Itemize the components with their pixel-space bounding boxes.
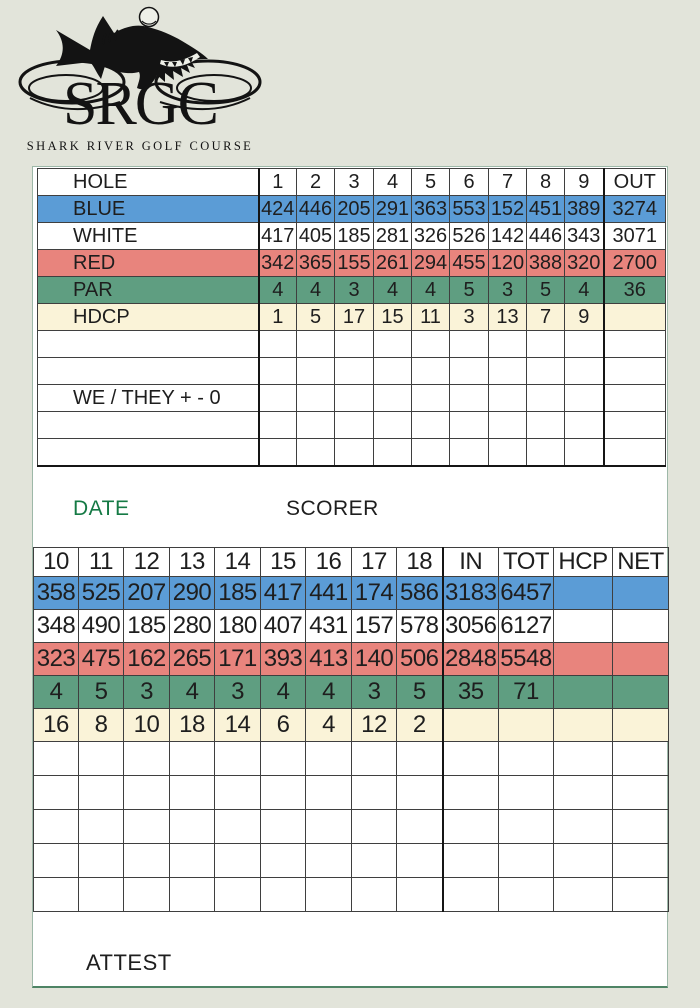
back-value-cell: 525 <box>79 577 124 610</box>
front-value-cell: 417 <box>259 223 297 250</box>
back-value-cell: 417 <box>261 577 306 610</box>
tot-total-cell <box>499 709 554 742</box>
front-value-cell: 11 <box>412 304 450 331</box>
front-value-cell: 405 <box>297 223 335 250</box>
tot-total-cell: 5548 <box>499 643 554 676</box>
in-header-label: IN <box>443 548 499 577</box>
front-value-cell: 17 <box>335 304 374 331</box>
back-value-cell: 5 <box>79 676 124 709</box>
back-value-cell: 393 <box>261 643 306 676</box>
score-entry-cell <box>215 810 261 844</box>
score-tot-cell <box>499 776 554 810</box>
row-label-red: RED <box>38 250 259 277</box>
hole-number-header: 8 <box>527 169 565 196</box>
score-hcp-cell <box>554 878 613 912</box>
score-entry-cell <box>374 385 412 412</box>
score-row-label <box>38 358 259 385</box>
scorer-label: SCORER <box>286 497 379 520</box>
score-entry-cell <box>527 439 565 467</box>
out-header-label: OUT <box>604 169 666 196</box>
back-value-cell: 413 <box>306 643 352 676</box>
score-entry-cell <box>297 358 335 385</box>
front-total-cell: 2700 <box>604 250 666 277</box>
front-value-cell: 142 <box>489 223 527 250</box>
score-entry-cell <box>34 742 79 776</box>
score-entry-cell <box>261 742 306 776</box>
front-value-cell: 326 <box>412 223 450 250</box>
back-value-cell: 157 <box>352 610 397 643</box>
front-value-cell: 389 <box>565 196 604 223</box>
score-entry-cell <box>397 776 443 810</box>
back-value-cell: 3 <box>215 676 261 709</box>
front-value-cell: 291 <box>374 196 412 223</box>
score-entry-cell <box>261 878 306 912</box>
score-row-label <box>38 439 259 467</box>
score-entry-cell <box>79 810 124 844</box>
score-entry-cell <box>397 844 443 878</box>
hole-number-header: 7 <box>489 169 527 196</box>
front-value-cell: 185 <box>335 223 374 250</box>
score-entry-cell <box>306 878 352 912</box>
score-entry-cell <box>259 385 297 412</box>
in-total-cell: 2848 <box>443 643 499 676</box>
score-entry-cell <box>79 776 124 810</box>
row-label-white: WHITE <box>38 223 259 250</box>
score-entry-cell <box>259 331 297 358</box>
front-value-cell: 4 <box>374 277 412 304</box>
score-entry-cell <box>374 358 412 385</box>
score-entry-cell <box>565 358 604 385</box>
front-value-cell: 446 <box>297 196 335 223</box>
back-value-cell: 16 <box>34 709 79 742</box>
front-value-cell: 3 <box>450 304 489 331</box>
front-value-cell: 4 <box>412 277 450 304</box>
score-entry-cell <box>79 878 124 912</box>
score-entry-cell <box>306 844 352 878</box>
score-entry-cell <box>527 358 565 385</box>
score-entry-cell <box>565 385 604 412</box>
score-entry-cell <box>259 412 297 439</box>
tot-total-cell: 6127 <box>499 610 554 643</box>
front-value-cell: 363 <box>412 196 450 223</box>
score-total-cell <box>604 331 666 358</box>
net-cell <box>613 610 669 643</box>
score-entry-cell <box>352 844 397 878</box>
score-entry-cell <box>450 439 489 467</box>
score-entry-cell <box>412 358 450 385</box>
tot-header-label: TOT <box>499 548 554 577</box>
score-entry-cell <box>489 358 527 385</box>
score-entry-cell <box>261 776 306 810</box>
row-label-hdcp: HDCP <box>38 304 259 331</box>
we-they-row-label: WE / THEY + - 0 <box>38 385 259 412</box>
score-entry-cell <box>170 844 215 878</box>
hole-number-header: 15 <box>261 548 306 577</box>
front-value-cell: 388 <box>527 250 565 277</box>
score-row-label <box>38 331 259 358</box>
score-net-cell <box>613 776 669 810</box>
hole-number-header: 2 <box>297 169 335 196</box>
hcp-cell <box>554 709 613 742</box>
score-entry-cell <box>397 742 443 776</box>
score-entry-cell <box>450 358 489 385</box>
back-value-cell: 323 <box>34 643 79 676</box>
front-value-cell: 281 <box>374 223 412 250</box>
hole-number-header: 13 <box>170 548 215 577</box>
score-net-cell <box>613 742 669 776</box>
back-value-cell: 10 <box>124 709 170 742</box>
back-value-cell: 475 <box>79 643 124 676</box>
hole-number-header: 3 <box>335 169 374 196</box>
front-value-cell: 342 <box>259 250 297 277</box>
course-logo <box>10 6 270 156</box>
net-cell <box>613 643 669 676</box>
score-net-cell <box>613 810 669 844</box>
back-value-cell: 4 <box>306 676 352 709</box>
score-entry-cell <box>335 385 374 412</box>
score-entry-cell <box>297 439 335 467</box>
score-entry-cell <box>124 878 170 912</box>
front-value-cell: 3 <box>489 277 527 304</box>
back-value-cell: 6 <box>261 709 306 742</box>
front-total-cell: 3274 <box>604 196 666 223</box>
front-value-cell: 4 <box>259 277 297 304</box>
score-entry-cell <box>335 439 374 467</box>
hole-number-header: 18 <box>397 548 443 577</box>
score-tot-cell <box>499 878 554 912</box>
score-entry-cell <box>261 844 306 878</box>
score-entry-cell <box>565 439 604 467</box>
score-entry-cell <box>124 844 170 878</box>
front-total-cell <box>604 304 666 331</box>
front-value-cell: 261 <box>374 250 412 277</box>
score-hcp-cell <box>554 844 613 878</box>
hole-header-label: HOLE <box>38 169 259 196</box>
in-total-cell: 35 <box>443 676 499 709</box>
hole-number-header: 9 <box>565 169 604 196</box>
back-value-cell: 18 <box>170 709 215 742</box>
score-entry-cell <box>565 412 604 439</box>
back-value-cell: 8 <box>79 709 124 742</box>
hole-number-header: 5 <box>412 169 450 196</box>
back-value-cell: 586 <box>397 577 443 610</box>
score-total-cell <box>604 358 666 385</box>
back-value-cell: 4 <box>306 709 352 742</box>
hole-number-header: 16 <box>306 548 352 577</box>
front-value-cell: 320 <box>565 250 604 277</box>
tot-total-cell: 6457 <box>499 577 554 610</box>
score-entry-cell <box>215 776 261 810</box>
score-entry-cell <box>306 810 352 844</box>
score-entry-cell <box>170 810 215 844</box>
net-cell <box>613 709 669 742</box>
hole-number-header: 6 <box>450 169 489 196</box>
score-entry-cell <box>412 385 450 412</box>
hcp-cell <box>554 676 613 709</box>
score-entry-cell <box>412 412 450 439</box>
score-entry-cell <box>215 878 261 912</box>
score-entry-cell <box>297 331 335 358</box>
score-entry-cell <box>124 742 170 776</box>
score-total-cell <box>604 439 666 467</box>
score-in-cell <box>443 776 499 810</box>
back-value-cell: 180 <box>215 610 261 643</box>
score-entry-cell <box>352 742 397 776</box>
in-total-cell <box>443 709 499 742</box>
front-value-cell: 5 <box>297 304 335 331</box>
score-entry-cell <box>34 776 79 810</box>
back-value-cell: 3 <box>352 676 397 709</box>
front-value-cell: 5 <box>450 277 489 304</box>
score-entry-cell <box>34 878 79 912</box>
net-cell <box>613 577 669 610</box>
back-value-cell: 441 <box>306 577 352 610</box>
back-value-cell: 5 <box>397 676 443 709</box>
score-entry-cell <box>527 331 565 358</box>
score-entry-cell <box>297 385 335 412</box>
back-value-cell: 407 <box>261 610 306 643</box>
net-header-label: NET <box>613 548 669 577</box>
score-entry-cell <box>489 412 527 439</box>
score-entry-cell <box>215 742 261 776</box>
back-value-cell: 431 <box>306 610 352 643</box>
score-entry-cell <box>527 385 565 412</box>
front-value-cell: 155 <box>335 250 374 277</box>
back-value-cell: 185 <box>124 610 170 643</box>
score-net-cell <box>613 844 669 878</box>
back-value-cell: 207 <box>124 577 170 610</box>
row-label-blue: BLUE <box>38 196 259 223</box>
score-tot-cell <box>499 742 554 776</box>
score-entry-cell <box>352 878 397 912</box>
front-value-cell: 13 <box>489 304 527 331</box>
logo-course-name: SHARK RIVER GOLF COURSE <box>26 139 254 153</box>
hcp-header-label: HCP <box>554 548 613 577</box>
back-value-cell: 290 <box>170 577 215 610</box>
front-value-cell: 4 <box>297 277 335 304</box>
score-entry-cell <box>297 412 335 439</box>
score-in-cell <box>443 878 499 912</box>
front-value-cell: 455 <box>450 250 489 277</box>
score-hcp-cell <box>554 742 613 776</box>
front-value-cell: 120 <box>489 250 527 277</box>
score-total-cell <box>604 385 666 412</box>
front-value-cell: 365 <box>297 250 335 277</box>
hole-number-header: 10 <box>34 548 79 577</box>
front-total-cell: 36 <box>604 277 666 304</box>
score-tot-cell <box>499 844 554 878</box>
score-in-cell <box>443 742 499 776</box>
back-nine-table <box>33 547 669 912</box>
back-value-cell: 12 <box>352 709 397 742</box>
score-entry-cell <box>450 385 489 412</box>
front-value-cell: 294 <box>412 250 450 277</box>
front-value-cell: 343 <box>565 223 604 250</box>
score-entry-cell <box>34 844 79 878</box>
hole-number-header: 17 <box>352 548 397 577</box>
hole-number-header: 11 <box>79 548 124 577</box>
score-net-cell <box>613 878 669 912</box>
score-entry-cell <box>124 776 170 810</box>
score-entry-cell <box>489 439 527 467</box>
score-entry-cell <box>374 412 412 439</box>
score-entry-cell <box>306 776 352 810</box>
front-value-cell: 5 <box>527 277 565 304</box>
back-value-cell: 14 <box>215 709 261 742</box>
hole-number-header: 1 <box>259 169 297 196</box>
front-value-cell: 424 <box>259 196 297 223</box>
score-in-cell <box>443 844 499 878</box>
front-value-cell: 15 <box>374 304 412 331</box>
front-value-cell: 526 <box>450 223 489 250</box>
scorecard-body <box>32 166 668 988</box>
in-total-cell: 3183 <box>443 577 499 610</box>
back-value-cell: 3 <box>124 676 170 709</box>
net-cell <box>613 676 669 709</box>
back-value-cell: 506 <box>397 643 443 676</box>
front-value-cell: 3 <box>335 277 374 304</box>
score-entry-cell <box>352 776 397 810</box>
hole-number-header: 4 <box>374 169 412 196</box>
back-value-cell: 2 <box>397 709 443 742</box>
front-total-cell: 3071 <box>604 223 666 250</box>
date-label: DATE <box>73 497 130 520</box>
front-value-cell: 553 <box>450 196 489 223</box>
score-entry-cell <box>450 331 489 358</box>
logo-initials: SRGC <box>63 70 217 138</box>
score-tot-cell <box>499 810 554 844</box>
score-entry-cell <box>352 810 397 844</box>
hcp-cell <box>554 610 613 643</box>
score-entry-cell <box>565 331 604 358</box>
score-entry-cell <box>335 412 374 439</box>
score-entry-cell <box>124 810 170 844</box>
score-row-label <box>38 412 259 439</box>
score-entry-cell <box>450 412 489 439</box>
front-value-cell: 9 <box>565 304 604 331</box>
back-value-cell: 348 <box>34 610 79 643</box>
hcp-cell <box>554 577 613 610</box>
hcp-cell <box>554 643 613 676</box>
front-value-cell: 4 <box>565 277 604 304</box>
back-value-cell: 174 <box>352 577 397 610</box>
score-entry-cell <box>397 878 443 912</box>
attest-label: ATTEST <box>86 950 172 975</box>
score-entry-cell <box>261 810 306 844</box>
score-entry-cell <box>335 331 374 358</box>
front-value-cell: 446 <box>527 223 565 250</box>
back-value-cell: 490 <box>79 610 124 643</box>
score-entry-cell <box>489 331 527 358</box>
back-value-cell: 265 <box>170 643 215 676</box>
score-entry-cell <box>489 385 527 412</box>
score-entry-cell <box>170 776 215 810</box>
score-hcp-cell <box>554 810 613 844</box>
tot-total-cell: 71 <box>499 676 554 709</box>
back-value-cell: 4 <box>34 676 79 709</box>
score-entry-cell <box>335 358 374 385</box>
score-entry-cell <box>306 742 352 776</box>
score-entry-cell <box>34 810 79 844</box>
front-value-cell: 451 <box>527 196 565 223</box>
score-entry-cell <box>79 844 124 878</box>
back-value-cell: 162 <box>124 643 170 676</box>
score-entry-cell <box>412 331 450 358</box>
row-label-par: PAR <box>38 277 259 304</box>
score-entry-cell <box>412 439 450 467</box>
back-value-cell: 358 <box>34 577 79 610</box>
score-total-cell <box>604 412 666 439</box>
back-value-cell: 140 <box>352 643 397 676</box>
back-value-cell: 4 <box>170 676 215 709</box>
score-entry-cell <box>170 878 215 912</box>
score-in-cell <box>443 810 499 844</box>
back-value-cell: 185 <box>215 577 261 610</box>
front-value-cell: 7 <box>527 304 565 331</box>
score-entry-cell <box>79 742 124 776</box>
score-entry-cell <box>170 742 215 776</box>
score-entry-cell <box>397 810 443 844</box>
hole-number-header: 12 <box>124 548 170 577</box>
score-entry-cell <box>527 412 565 439</box>
back-value-cell: 280 <box>170 610 215 643</box>
score-entry-cell <box>374 439 412 467</box>
back-value-cell: 171 <box>215 643 261 676</box>
front-value-cell: 1 <box>259 304 297 331</box>
score-entry-cell <box>215 844 261 878</box>
front-nine-table <box>37 168 666 467</box>
front-value-cell: 152 <box>489 196 527 223</box>
in-total-cell: 3056 <box>443 610 499 643</box>
score-entry-cell <box>259 358 297 385</box>
score-hcp-cell <box>554 776 613 810</box>
score-entry-cell <box>259 439 297 467</box>
back-value-cell: 578 <box>397 610 443 643</box>
hole-number-header: 14 <box>215 548 261 577</box>
back-value-cell: 4 <box>261 676 306 709</box>
front-value-cell: 205 <box>335 196 374 223</box>
score-entry-cell <box>374 331 412 358</box>
